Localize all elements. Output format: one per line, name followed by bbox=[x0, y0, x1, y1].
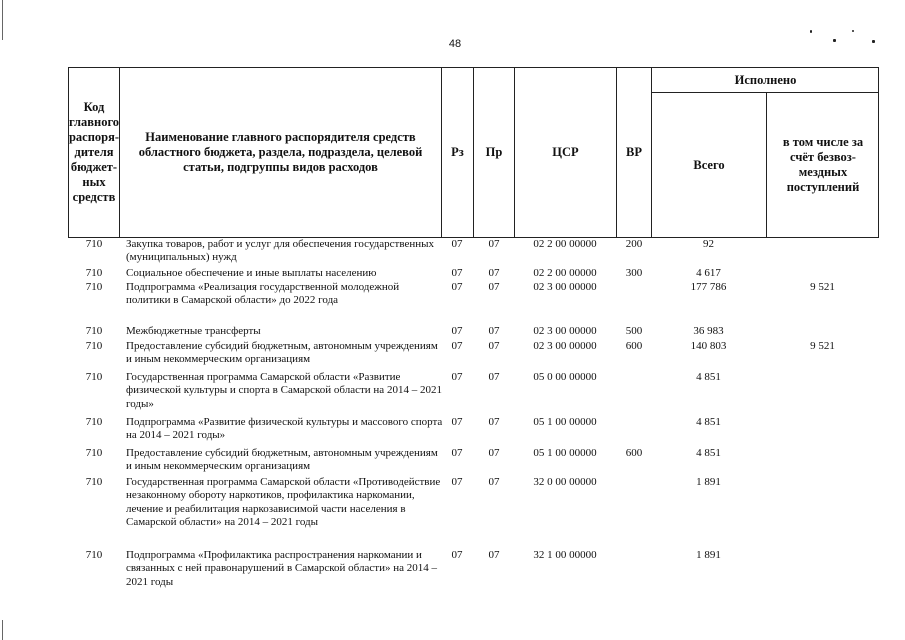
cell-rz: 07 bbox=[451, 447, 463, 459]
cell-vr: 600 bbox=[625, 340, 643, 352]
cell-csr: 32 0 00 00000 bbox=[533, 476, 597, 488]
cell-code: 710 bbox=[85, 371, 103, 383]
cell-code: 710 bbox=[85, 416, 103, 428]
cell-code: 710 bbox=[85, 340, 103, 352]
cell-code: 710 bbox=[85, 325, 103, 337]
cell-pr: 07 bbox=[488, 267, 500, 279]
cell-rz: 07 bbox=[451, 340, 463, 352]
cell-csr: 02 2 00 00000 bbox=[533, 267, 597, 279]
cell-total: 92 bbox=[703, 238, 714, 250]
scan-edge-mark bbox=[2, 0, 3, 40]
cell-rz: 07 bbox=[451, 325, 463, 337]
cell-total: 1 891 bbox=[696, 549, 721, 561]
cell-name: Подпрограмма «Профилактика распространения наркомании и связанных с ней правонарушений в Самарской области» на 2014 – 2021 годы bbox=[126, 549, 437, 588]
cell-rz: 07 bbox=[451, 281, 463, 293]
cell-total: 140 803 bbox=[690, 340, 727, 352]
cell-total: 4 851 bbox=[696, 447, 721, 459]
cell-code: 710 bbox=[85, 447, 103, 459]
cell-name: Социальное обеспечение и иные выплаты населению bbox=[126, 267, 377, 279]
cell-code: 710 bbox=[85, 476, 103, 488]
cell-name: Государственная программа Самарской области «Противодействие незаконному обороту наркотиков, профилактика наркомании, лечение и реабилитация наркозависимой части населения в Самарской области» на 2014 – 2021 годы bbox=[126, 476, 441, 529]
cell-name: Государственная программа Самарской области «Развитие физической культуры и спорта в Самарской области на 2014 – 2021 годы» bbox=[126, 371, 442, 410]
cell-csr: 02 2 00 00000 bbox=[533, 238, 597, 250]
cell-pr: 07 bbox=[488, 340, 500, 352]
cell-name: Закупка товаров, работ и услуг для обеспечения государственных (муниципальных) нужд bbox=[126, 238, 435, 264]
cell-pr: 07 bbox=[488, 281, 500, 293]
cell-total: 1 891 bbox=[696, 476, 721, 488]
column-divider bbox=[119, 67, 120, 238]
cell-rz: 07 bbox=[451, 238, 463, 250]
cell-pr: 07 bbox=[488, 371, 500, 383]
cell-rz: 07 bbox=[451, 476, 463, 488]
cell-csr: 05 1 00 00000 bbox=[533, 416, 597, 428]
cell-total: 177 786 bbox=[690, 281, 727, 293]
cell-rz: 07 bbox=[451, 267, 463, 279]
cell-pr: 07 bbox=[488, 476, 500, 488]
header-total: Всего bbox=[693, 157, 725, 172]
cell-csr: 05 1 00 00000 bbox=[533, 447, 597, 459]
cell-free: 9 521 bbox=[810, 340, 835, 352]
cell-rz: 07 bbox=[451, 549, 463, 561]
header-name: Наименование главного распорядителя средств областного бюджета, раздела, подраздела, целевой статьи, подгруппы видов расходов bbox=[138, 130, 423, 174]
cell-code: 710 bbox=[85, 238, 103, 250]
header-pr: Пр bbox=[485, 145, 503, 159]
cell-name: Предоставление субсидий бюджетным, автономным учреждениям и иным некоммерческим организациям bbox=[126, 447, 438, 473]
header-free: в том числе за счёт безвоз-мездных поступлений bbox=[782, 135, 864, 194]
cell-csr: 02 3 00 00000 bbox=[533, 325, 597, 337]
cell-name: Предоставление субсидий бюджетным, автономным учреждениям и иным некоммерческим организациям bbox=[126, 340, 438, 366]
cell-pr: 07 bbox=[488, 416, 500, 428]
cell-rz: 07 bbox=[451, 371, 463, 383]
header-rz: Рз bbox=[451, 145, 464, 159]
header-csr: ЦСР bbox=[552, 145, 579, 159]
header-vr: ВР bbox=[626, 145, 642, 159]
cell-total: 4 851 bbox=[696, 371, 721, 383]
cell-pr: 07 bbox=[488, 238, 500, 250]
cell-vr: 500 bbox=[625, 325, 643, 337]
cell-rz: 07 bbox=[451, 416, 463, 428]
cell-code: 710 bbox=[85, 281, 103, 293]
cell-name: Подпрограмма «Реализация государственной молодежной политики в Самарской области» до 2022 года bbox=[126, 281, 400, 307]
cell-code: 710 bbox=[85, 267, 103, 279]
cell-vr: 600 bbox=[625, 447, 643, 459]
cell-csr: 02 3 00 00000 bbox=[533, 340, 597, 352]
scan-edge-mark bbox=[2, 620, 3, 640]
cell-code: 710 bbox=[85, 549, 103, 561]
cell-pr: 07 bbox=[488, 549, 500, 561]
cell-total: 4 851 bbox=[696, 416, 721, 428]
executed-column-divider bbox=[766, 92, 767, 238]
cell-pr: 07 bbox=[488, 325, 500, 337]
cell-name: Подпрограмма «Развитие физической культуры и массового спорта на 2014 – 2021 годы» bbox=[126, 416, 443, 442]
cell-pr: 07 bbox=[488, 447, 500, 459]
header-executed: Исполнено bbox=[734, 72, 797, 87]
cell-csr: 02 3 00 00000 bbox=[533, 281, 597, 293]
cell-vr: 200 bbox=[625, 238, 643, 250]
cell-csr: 32 1 00 00000 bbox=[533, 549, 597, 561]
page-number: 48 bbox=[448, 38, 462, 50]
cell-total: 4 617 bbox=[696, 267, 721, 279]
cell-vr: 300 bbox=[625, 267, 643, 279]
cell-total: 36 983 bbox=[693, 325, 724, 337]
cell-name: Межбюджетные трансферты bbox=[126, 325, 261, 337]
cell-csr: 05 0 00 00000 bbox=[533, 371, 597, 383]
header-code: Код главного распоря-дителя бюджет-ных средств bbox=[68, 100, 120, 204]
cell-free: 9 521 bbox=[810, 281, 835, 293]
